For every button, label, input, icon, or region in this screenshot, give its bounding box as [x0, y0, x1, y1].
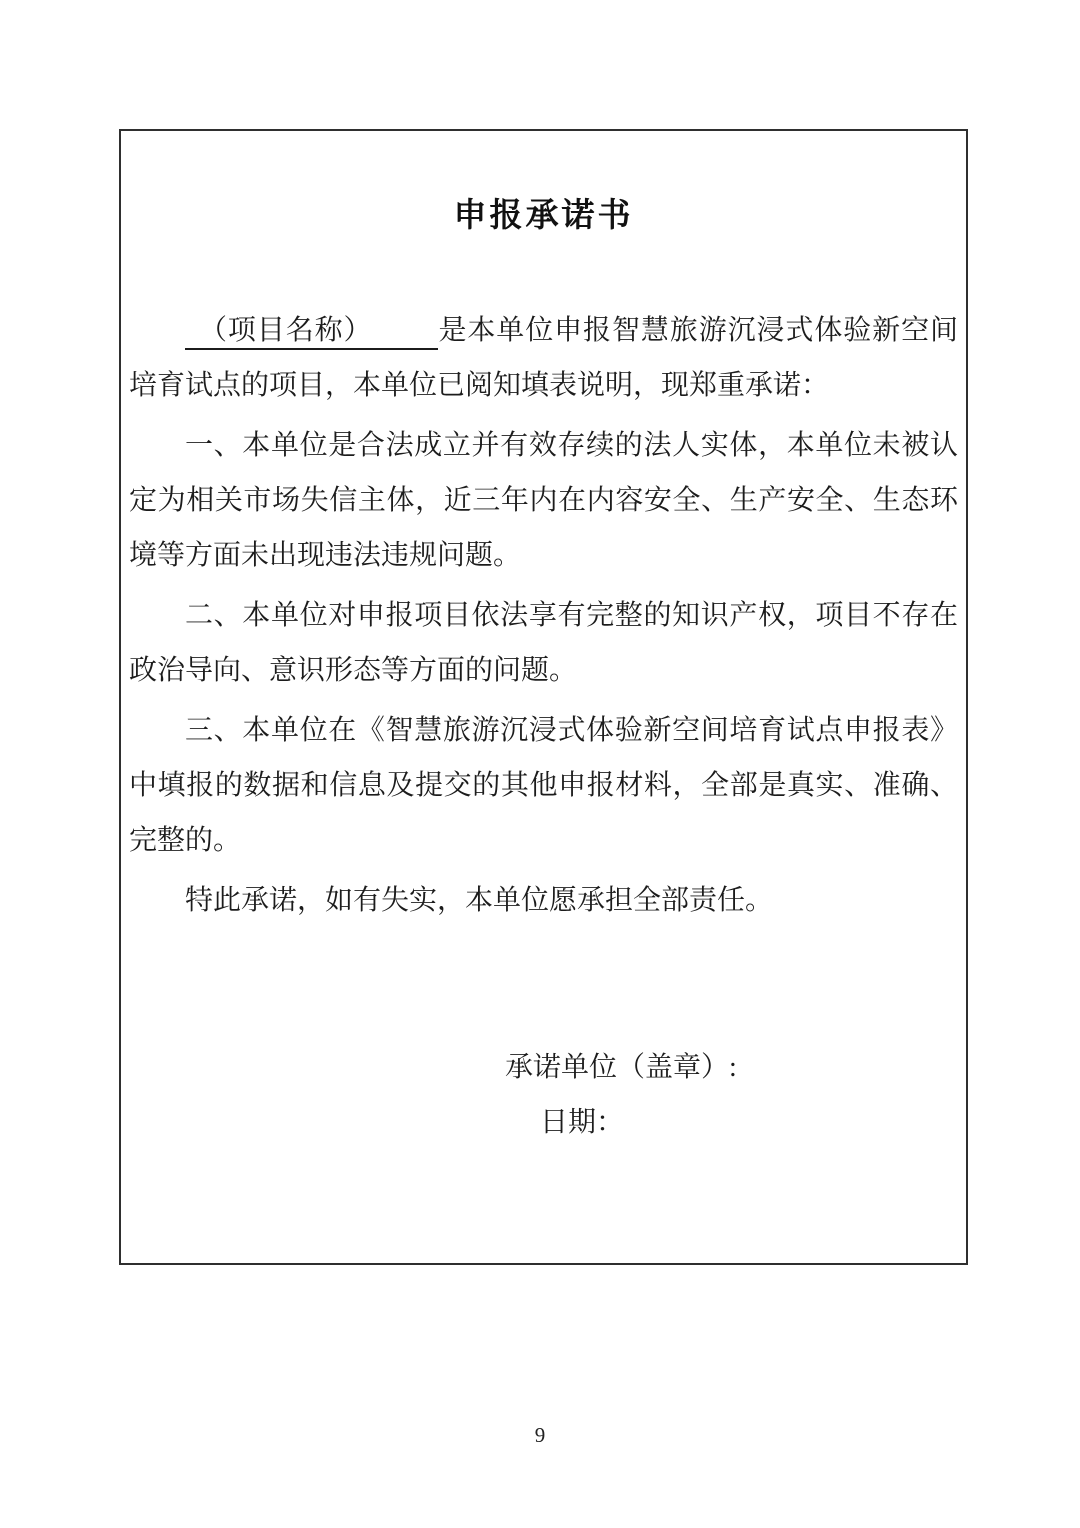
- paragraph-pledge: 特此承诺，如有失实，本单位愿承担全部责任。: [185, 885, 774, 916]
- signature-block: [505, 1040, 958, 1150]
- page-number: 9: [534, 1423, 546, 1447]
- signature-unit-label: 承诺单位（盖章）:: [505, 1052, 737, 1083]
- project-name-blank: （项目名称）: [185, 315, 438, 350]
- paragraph-commitment-1: 一、本单位是合法成立并有效存续的法人实体，本单位未被认定为相关市场失信主体，近三年内在内容安全、生产安全、生态环境等方面未出现违法违规问题。: [129, 430, 958, 571]
- paragraph-commitment-2: 二、本单位对申报项目依法享有完整的知识产权，项目不存在政治导向、意识形态等方面的问题。: [129, 600, 958, 686]
- paragraph-commitment-3: 三、本单位在《智慧旅游沉浸式体验新空间培育试点申报表》中填报的数据和信息及提交的其他申报材料，全部是真实、准确、完整的。: [129, 715, 958, 856]
- paragraph-project-name-text: 是本单位申报智慧旅游沉浸式体验新空间培育试点的项目，本单位已阅知填表说明，现郑重承诺：: [129, 315, 958, 401]
- document-body: [129, 303, 958, 1150]
- document-border-frame: [119, 129, 968, 1265]
- signature-date-label: 日期：: [540, 1107, 625, 1138]
- paragraph-project-name: [129, 303, 958, 413]
- page-title: 申报承诺书: [453, 196, 634, 233]
